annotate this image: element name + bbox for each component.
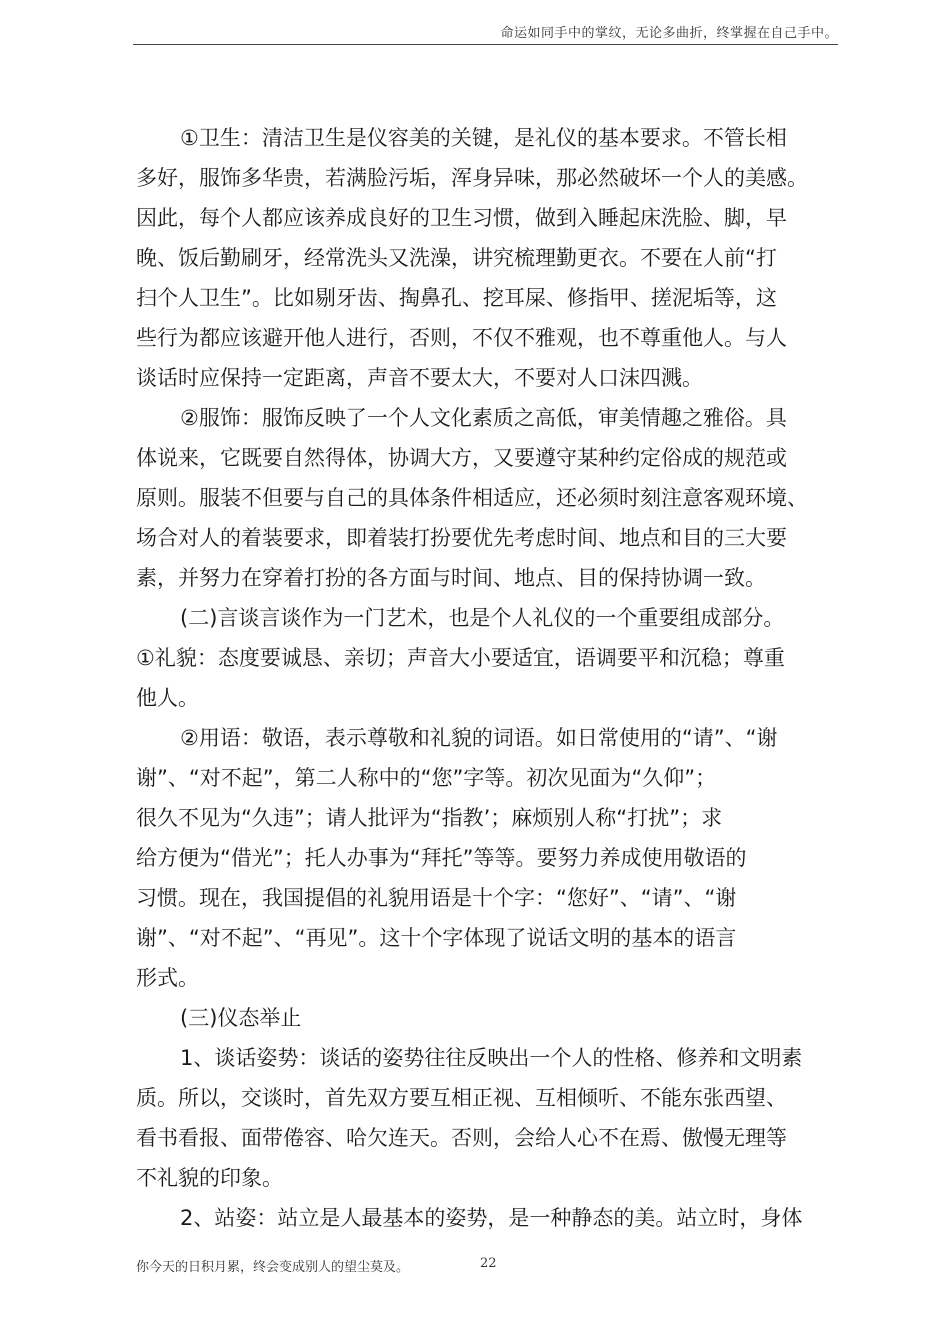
text-line: 他人。 xyxy=(136,686,199,710)
page-number: 22 xyxy=(480,1256,497,1271)
text-line: 谈话时应保持一定距离，声音不要太大，不要对人口沫四溅。 xyxy=(136,366,703,390)
text-line: 给方便为“借光”；托人办事为“拜托”等等。要努力养成使用敬语的 xyxy=(136,846,747,870)
text-line: 晚、饭后勤刷牙，经常洗头又洗澡，讲究梳理勤更衣。不要在人前“打 xyxy=(136,246,777,270)
text-line: 习惯。现在，我国提倡的礼貌用语是十个字：“您好”、“请”、“谢 xyxy=(136,886,737,910)
text-line: 扫个人卫生”。比如剔牙齿、掏鼻孔、挖耳屎、修指甲、搓泥垢等，这 xyxy=(136,286,777,310)
text-line: 多好，服饰多华贵，若满脸污垢，浑身异味，那必然破坏一个人的美感。 xyxy=(136,166,808,190)
text-line: 些行为都应该避开他人进行，否则，不仅不雅观，也不尊重他人。与人 xyxy=(136,326,787,350)
text-line: 不礼貌的印象。 xyxy=(136,1166,283,1190)
text-line: ①卫生：清洁卫生是仪容美的关键，是礼仪的基本要求。不管长相 xyxy=(180,126,787,150)
text-line: 因此，每个人都应该养成良好的卫生习惯，做到入睡起床洗脸、脚，早 xyxy=(136,206,787,230)
text-line: 很久不见为“久违”；请人批评为“指教’；麻烦别人称“打扰”；求 xyxy=(136,806,723,830)
text-line: 谢”、“对不起”，第二人称中的“您”字等。初次见面为“久仰”； xyxy=(136,766,717,790)
text-line: ①礼貌：态度要诚恳、亲切；声音大小要适宜，语调要平和沉稳；尊重 xyxy=(136,646,785,670)
text-line: ②用语：敬语，表示尊敬和礼貌的词语。如日常使用的“请”、“谢 xyxy=(180,726,778,750)
text-line: 谢”、“对不起”、“再见”。这十个字体现了说话文明的基本的语言 xyxy=(136,926,737,950)
text-line: 2、站姿：站立是人最基本的姿势，是一种静态的美。站立时，身体 xyxy=(180,1206,803,1230)
text-line: 1、谈话姿势：谈话的姿势往往反映出一个人的性格、修养和文明素 xyxy=(180,1046,803,1070)
text-line: 原则。服装不但要与自己的具体条件相适应，还必须时刻注意客观环境、 xyxy=(136,486,808,510)
text-line: (二)言谈言谈作为一门艺术，也是个人礼仪的一个重要组成部分。 xyxy=(180,606,785,630)
text-line: 看书看报、面带倦容、哈欠连天。否则，会给人心不在焉、傲慢无理等 xyxy=(136,1126,787,1150)
text-line: 形式。 xyxy=(136,966,199,990)
section-heading: (三)仪态举止 xyxy=(180,1006,302,1030)
text-line: 场合对人的着装要求，即着装打扮要优先考虑时间、地点和目的三大要 xyxy=(136,526,787,550)
text-line: 素，并努力在穿着打扮的各方面与时间、地点、目的保持协调一致。 xyxy=(136,566,766,590)
text-line: ②服饰：服饰反映了一个人文化素质之高低，审美情趣之雅俗。具 xyxy=(180,406,787,430)
page-header-motto: 命运如同手中的掌纹，无论多曲折，终掌握在自己手中。 xyxy=(500,26,838,41)
text-line: 体说来，它既要自然得体，协调大方，又要遵守某种约定俗成的规范或 xyxy=(136,446,787,470)
text-line: 质。所以，交谈时，首先双方要互相正视、互相倾听、不能东张西望、 xyxy=(136,1086,787,1110)
header-divider xyxy=(133,44,838,45)
page-footer-motto: 你今天的日积月累，终会变成别人的望尘莫及。 xyxy=(136,1260,410,1275)
body-text xyxy=(136,118,840,1238)
